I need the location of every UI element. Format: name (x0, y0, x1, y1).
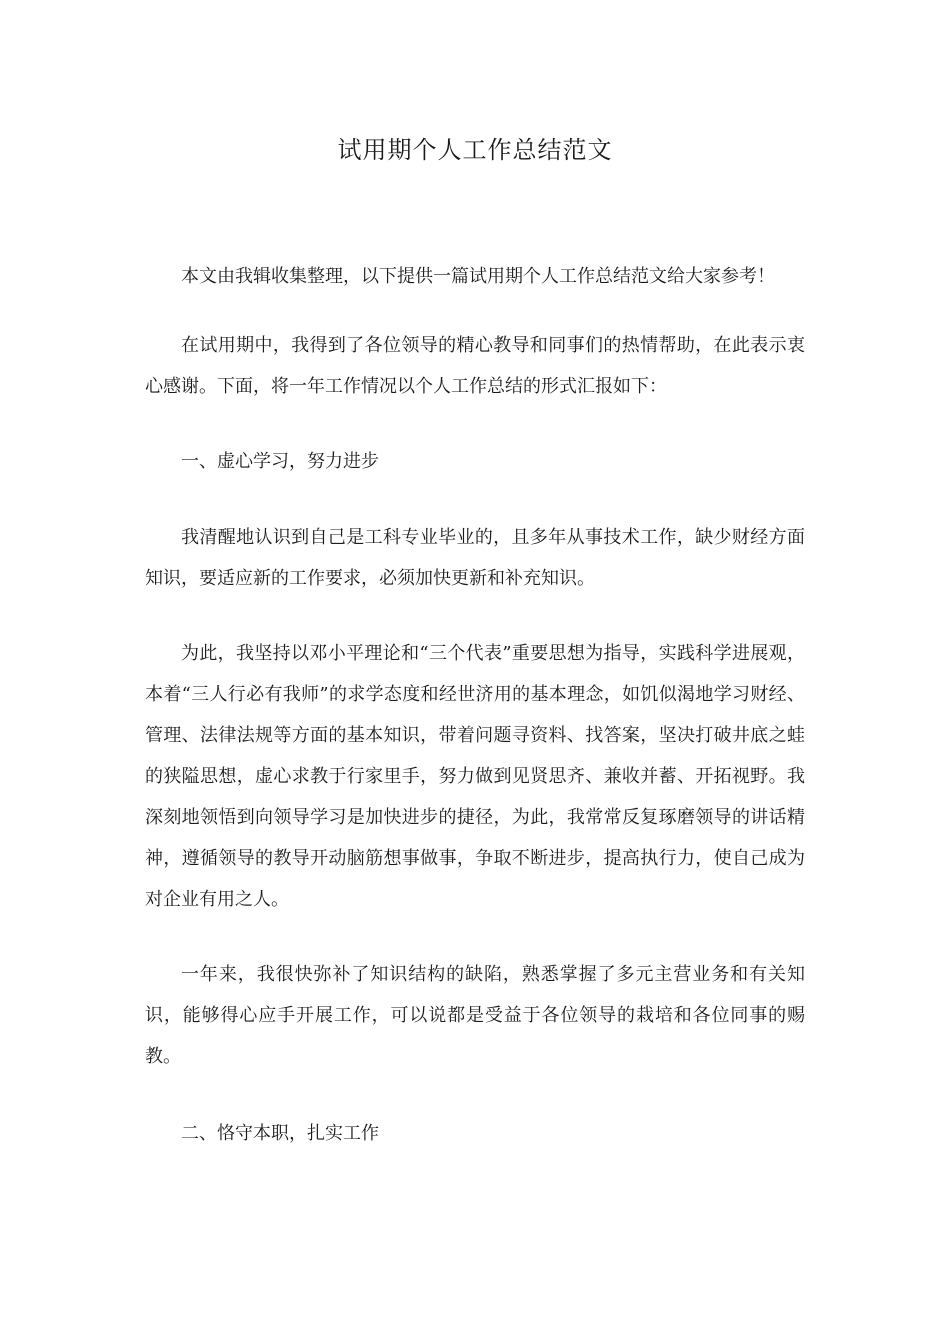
intro-paragraph: 本文由我辑收集整理，以下提供一篇试用期个人工作总结范文给大家参考！ (181, 266, 775, 287)
paragraph-progress: 一年来，我很快弥补了知识结构的缺陷，熟悉掌握了多元主营业务和有关知识，能够得心应手开展工作，可以说都是受益于各位领导的栽培和各位同事的赐教。 (145, 964, 805, 1067)
section-heading-2: 二、恪守本职，扎实工作 (181, 1123, 379, 1144)
paragraph-learning: 为此，我坚持以邓小平理论和“三个代表”重要思想为指导，实践科学进展观，本着“三人行必有我师”的求学态度和经世济用的基本理念，如饥似渴地学习财经、管理、法律法规等方面的基本知识，带着问题寻资料、找答案，坚决打破井底之蛙的狭隘思想，虚心求教于行家里手，努力做到见贤思齐、兼收并蓄、开拓视野。我深刻地领悟到向领导学习是加快进步的捷径，为此，我常常反复琢磨领导的讲话精神，遵循领导的教导开动脑筋想事做事，争取不断进步，提高执行力，使自己成为对企业有用之人。 (145, 643, 805, 910)
section-heading-1: 一、虚心学习，努力进步 (181, 451, 379, 472)
document-title: 试用期个人工作总结范文 (337, 136, 613, 164)
paragraph-gratitude: 在试用期中，我得到了各位领导的精心教导和同事们的热情帮助，在此表示衷心感谢。下面，将一年工作情况以个人工作总结的形式汇报如下： (145, 335, 805, 397)
paragraph-self-awareness: 我清醒地认识到自己是工科专业毕业的，且多年从事技术工作，缺少财经方面知识，要适应新的工作要求，必须加快更新和补充知识。 (145, 527, 805, 589)
